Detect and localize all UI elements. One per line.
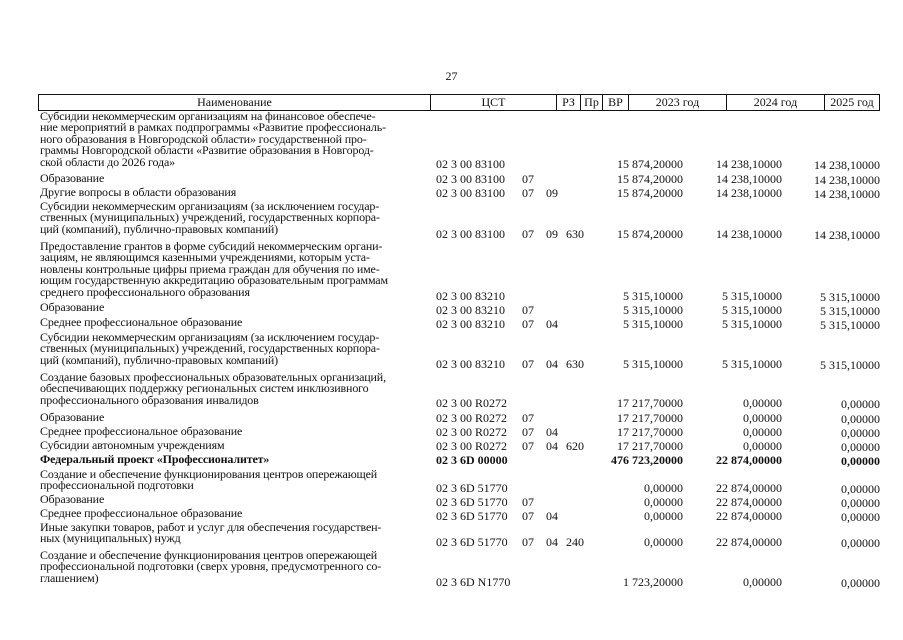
row-pr: 04 bbox=[546, 317, 558, 331]
row-name: Образование bbox=[40, 492, 105, 506]
row-rz: 07 bbox=[522, 186, 534, 200]
row-cst: 02 3 00 83100 bbox=[436, 227, 505, 241]
row-name: Федеральный проект «Профессионалитет» bbox=[40, 452, 270, 466]
row-value-2025: 14 238,10000 bbox=[814, 228, 880, 242]
row-vr: 620 bbox=[566, 439, 584, 453]
row-value-2024: 22 874,00000 bbox=[716, 481, 782, 495]
row-value-2024: 14 238,10000 bbox=[716, 186, 782, 200]
row-name: Создание и обеспечение функционирования центров опережающей профессиональной подготовки bbox=[40, 467, 378, 493]
row-value-2024: 14 238,10000 bbox=[716, 227, 782, 241]
row-pr: 04 bbox=[546, 509, 558, 523]
row-value-2023: 15 874,20000 bbox=[617, 157, 683, 171]
row-value-2023: 0,00000 bbox=[644, 481, 683, 495]
row-rz: 07 bbox=[522, 317, 534, 331]
row-value-2025: 5 315,10000 bbox=[820, 304, 880, 318]
row-value-2024: 0,00000 bbox=[743, 425, 782, 439]
row-name: Среднее профессиональное образование bbox=[40, 506, 243, 520]
header-vr: ВР bbox=[603, 95, 629, 110]
row-rz: 07 bbox=[522, 425, 534, 439]
row-name: Субсидии автономным учреждениям bbox=[40, 438, 225, 452]
header-rz: РЗ bbox=[557, 95, 581, 110]
row-rz: 07 bbox=[522, 439, 534, 453]
row-pr: 04 bbox=[546, 357, 558, 371]
row-value-2025: 0,00000 bbox=[841, 454, 880, 468]
row-name: Образование bbox=[40, 171, 105, 185]
row-value-2024: 5 315,10000 bbox=[722, 303, 782, 317]
row-value-2024: 22 874,00000 bbox=[716, 509, 782, 523]
row-value-2025: 0,00000 bbox=[841, 496, 880, 510]
row-value-2023: 5 315,10000 bbox=[623, 289, 683, 303]
row-value-2025: 0,00000 bbox=[841, 426, 880, 440]
row-value-2025: 14 238,10000 bbox=[814, 187, 880, 201]
row-value-2025: 0,00000 bbox=[841, 536, 880, 550]
row-vr: 240 bbox=[566, 535, 584, 549]
row-value-2025: 5 315,10000 bbox=[820, 358, 880, 372]
row-value-2024: 0,00000 bbox=[743, 396, 782, 410]
row-value-2023: 5 315,10000 bbox=[623, 357, 683, 371]
row-value-2025: 0,00000 bbox=[841, 482, 880, 496]
row-cst: 02 3 00 R0272 bbox=[436, 396, 508, 410]
row-rz: 07 bbox=[522, 227, 534, 241]
row-pr: 09 bbox=[546, 227, 558, 241]
row-value-2025: 0,00000 bbox=[841, 510, 880, 524]
row-value-2023: 17 217,70000 bbox=[617, 425, 683, 439]
row-value-2024: 22 874,00000 bbox=[716, 535, 782, 549]
row-name: Субсидии некоммерческим организациям на финансовое обеспече- ние мероприятий в рамках подпрограммы «Развитие профессиональ- ного образования в Новгородской области» государственной про- граммы Новгородской области «Развитие образования в Новгород- ской области до 2026 года» bbox=[40, 109, 386, 169]
row-value-2025: 14 238,10000 bbox=[814, 173, 880, 187]
row-value-2023: 0,00000 bbox=[644, 535, 683, 549]
row-value-2023: 17 217,70000 bbox=[617, 396, 683, 410]
row-cst: 02 3 00 R0272 bbox=[436, 425, 508, 439]
row-rz: 07 bbox=[522, 357, 534, 371]
header-pr: Пр bbox=[581, 95, 603, 110]
row-vr: 630 bbox=[566, 227, 584, 241]
row-value-2023: 15 874,20000 bbox=[617, 186, 683, 200]
row-cst: 02 3 00 83100 bbox=[436, 172, 505, 186]
row-cst: 02 3 6D 51770 bbox=[436, 509, 508, 523]
row-value-2024: 22 874,00000 bbox=[716, 453, 782, 467]
row-pr: 09 bbox=[546, 186, 558, 200]
row-pr: 04 bbox=[546, 439, 558, 453]
row-rz: 07 bbox=[522, 303, 534, 317]
row-name: Создание базовых профессиональных образовательных организаций, обеспечивающих поддержку региональных систем инклюзивного профессионального образования инвалидов bbox=[40, 370, 386, 407]
row-name: Создание и обеспечение функционирования центров опережающей профессиональной подготовки (сверх уровня, предусмотренного со- глашением) bbox=[40, 548, 382, 585]
row-name: Иные закупки товаров, работ и услуг для обеспечения государствен- ных (муниципальных) нужд bbox=[40, 520, 382, 546]
page-number: 27 bbox=[445, 69, 458, 83]
row-value-2023: 0,00000 bbox=[644, 509, 683, 523]
row-value-2023: 17 217,70000 bbox=[617, 439, 683, 453]
row-value-2024: 0,00000 bbox=[743, 411, 782, 425]
row-rz: 07 bbox=[522, 411, 534, 425]
row-cst: 02 3 00 83210 bbox=[436, 317, 505, 331]
row-name: Среднее профессиональное образование bbox=[40, 424, 243, 438]
row-pr: 04 bbox=[546, 535, 558, 549]
header-name: Наименование bbox=[39, 95, 431, 110]
row-value-2025: 0,00000 bbox=[841, 397, 880, 411]
row-cst: 02 3 00 83100 bbox=[436, 157, 505, 171]
row-rz: 07 bbox=[522, 535, 534, 549]
row-value-2023: 5 315,10000 bbox=[623, 303, 683, 317]
row-value-2024: 14 238,10000 bbox=[716, 157, 782, 171]
row-vr: 630 bbox=[566, 357, 584, 371]
row-value-2024: 0,00000 bbox=[743, 439, 782, 453]
row-value-2024: 14 238,10000 bbox=[716, 172, 782, 186]
row-rz: 07 bbox=[522, 172, 534, 186]
row-name: Другие вопросы в области образования bbox=[40, 185, 237, 199]
row-name: Субсидии некоммерческим организациям (за исключением государ- ственных (муниципальных) учреждений, государственных корпора- ций (компаний), публично-правовых компаний) bbox=[40, 330, 380, 367]
row-cst: 02 3 00 83100 bbox=[436, 186, 505, 200]
row-value-2024: 5 315,10000 bbox=[722, 317, 782, 331]
row-value-2023: 0,00000 bbox=[644, 495, 683, 509]
row-value-2023: 476 723,20000 bbox=[611, 453, 683, 467]
row-cst: 02 3 6D 51770 bbox=[436, 495, 508, 509]
row-value-2023: 17 217,70000 bbox=[617, 411, 683, 425]
row-cst: 02 3 00 R0272 bbox=[436, 411, 508, 425]
row-cst: 02 3 00 83210 bbox=[436, 289, 505, 303]
row-name: Образование bbox=[40, 300, 105, 314]
row-cst: 02 3 6D 51770 bbox=[436, 535, 508, 549]
row-value-2025: 0,00000 bbox=[841, 412, 880, 426]
row-value-2025: 5 315,10000 bbox=[820, 318, 880, 332]
row-value-2024: 22 874,00000 bbox=[716, 495, 782, 509]
header-2024: 2024 год bbox=[727, 95, 825, 110]
row-name: Образование bbox=[40, 410, 105, 424]
row-value-2024: 5 315,10000 bbox=[722, 289, 782, 303]
row-cst: 02 3 00 83210 bbox=[436, 303, 505, 317]
header-cst: ЦСТ bbox=[431, 95, 557, 110]
row-value-2024: 0,00000 bbox=[743, 575, 782, 589]
row-value-2024: 5 315,10000 bbox=[722, 357, 782, 371]
row-cst: 02 3 00 83210 bbox=[436, 357, 505, 371]
row-cst: 02 3 00 R0272 bbox=[436, 439, 508, 453]
row-cst: 02 3 6D 00000 bbox=[436, 453, 508, 467]
row-value-2025: 14 238,10000 bbox=[814, 158, 880, 172]
row-value-2023: 15 874,20000 bbox=[617, 227, 683, 241]
header-2023: 2023 год bbox=[629, 95, 727, 110]
row-name: Среднее профессиональное образование bbox=[40, 315, 243, 329]
row-value-2025: 0,00000 bbox=[841, 440, 880, 454]
header-2025: 2025 год bbox=[830, 95, 874, 109]
row-value-2025: 0,00000 bbox=[841, 576, 880, 590]
row-value-2023: 1 723,20000 bbox=[623, 575, 683, 589]
row-cst: 02 3 6D 51770 bbox=[436, 481, 508, 495]
row-name: Предоставление грантов в форме субсидий некоммерческим органи- зациям, не являющимся казенными учреждениями, которым уста- новлены контрольные цифры приема граждан для обучения по име- ющим государственную аккредитацию образовательным программам среднего профессионального образования bbox=[40, 239, 388, 299]
row-pr: 04 bbox=[546, 425, 558, 439]
row-value-2023: 15 874,20000 bbox=[617, 172, 683, 186]
row-name: Субсидии некоммерческим организациям (за исключением государ- ственных (муниципальных) учреждений, государственных корпора- ций (компаний), публично-правовых компаний) bbox=[40, 199, 380, 236]
row-value-2025: 5 315,10000 bbox=[820, 290, 880, 304]
row-value-2023: 5 315,10000 bbox=[623, 317, 683, 331]
row-rz: 07 bbox=[522, 509, 534, 523]
row-rz: 07 bbox=[522, 495, 534, 509]
row-cst: 02 3 6D N1770 bbox=[436, 575, 511, 589]
